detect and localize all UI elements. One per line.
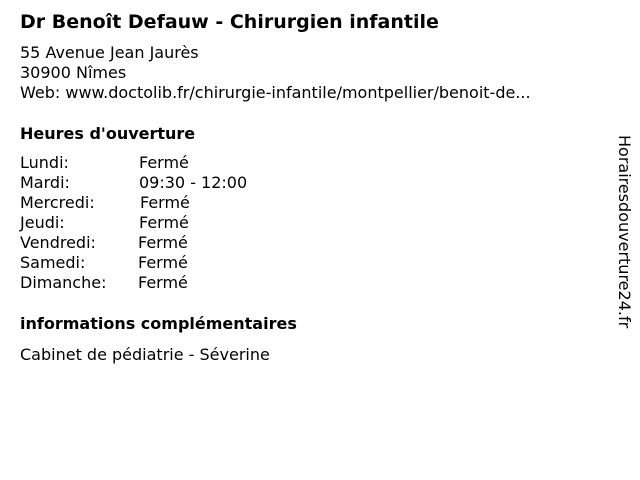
watermark-text: Horairesdouverture24.fr <box>615 135 634 329</box>
address-city: 30900 Nîmes <box>20 63 127 82</box>
day-hours: 09:30 - 12:00 <box>139 173 248 192</box>
opening-hours-heading: Heures d'ouverture <box>20 124 196 143</box>
additional-info-text: Cabinet de pédiatrie - Séverine <box>20 345 270 364</box>
site-watermark <box>612 135 634 345</box>
day-hours: Fermé <box>139 213 189 232</box>
address-street: 55 Avenue Jean Jaurès <box>20 43 199 62</box>
day-label: Vendredi: <box>20 233 96 252</box>
day-hours: Fermé <box>138 233 188 252</box>
day-hours: Fermé <box>138 253 188 272</box>
additional-info-heading: informations complémentaires <box>20 314 297 333</box>
address-block <box>20 43 531 103</box>
day-label: Jeudi: <box>20 213 65 232</box>
website-line: Web: www.doctolib.fr/chirurgie-infantile/montpellier/benoit-de... <box>20 83 531 102</box>
day-hours: Fermé <box>139 153 189 172</box>
day-hours: Fermé <box>138 273 188 292</box>
day-hours: Fermé <box>140 193 190 212</box>
page-title: Dr Benoît Defauw - Chirurgien infantile <box>20 11 439 33</box>
day-label: Mercredi: <box>20 193 95 212</box>
day-label: Mardi: <box>20 173 70 192</box>
day-label: Dimanche: <box>20 273 107 292</box>
day-label: Lundi: <box>20 153 69 172</box>
day-label: Samedi: <box>20 253 86 272</box>
